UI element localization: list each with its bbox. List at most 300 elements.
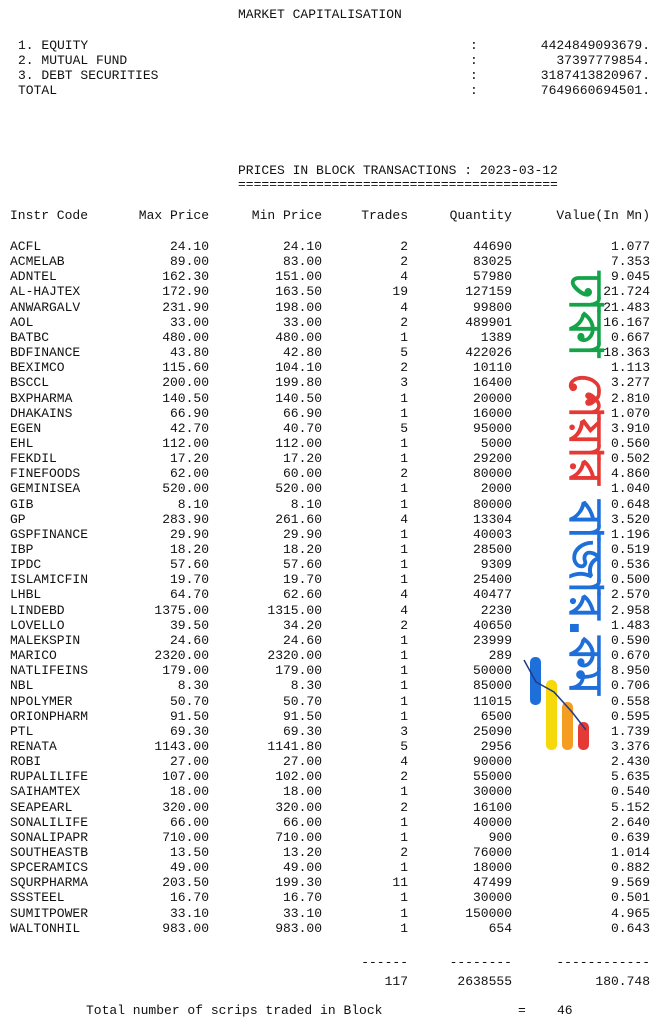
cell-value: 21.483 xyxy=(603,300,650,315)
cell-quantity: 40650 xyxy=(472,618,512,633)
cell-value: 1.040 xyxy=(610,481,650,496)
cell-min-price: 983.00 xyxy=(275,921,322,936)
cell-trades: 1 xyxy=(400,481,408,496)
cell-min-price: 140.50 xyxy=(275,391,322,406)
market-cap-separator: : xyxy=(470,68,478,83)
cell-value: 0.882 xyxy=(610,860,650,875)
cell-quantity: 95000 xyxy=(472,421,512,436)
cell-trades: 4 xyxy=(400,603,408,618)
cell-max-price: 1143.00 xyxy=(154,739,209,754)
cell-max-price: 18.00 xyxy=(169,784,209,799)
cell-max-price: 320.00 xyxy=(162,800,209,815)
cell-quantity: 11015 xyxy=(472,694,512,709)
cell-max-price: 69.30 xyxy=(169,724,209,739)
cell-quantity: 654 xyxy=(488,921,512,936)
cell-trades: 5 xyxy=(400,345,408,360)
cell-quantity: 57980 xyxy=(472,269,512,284)
market-cap-title: MARKET CAPITALISATION xyxy=(238,7,402,22)
cell-value: 1.070 xyxy=(610,406,650,421)
cell-quantity: 80000 xyxy=(472,497,512,512)
cell-trades: 1 xyxy=(400,830,408,845)
cell-min-price: 19.70 xyxy=(282,572,322,587)
footer-label: Total number of scrips traded in Block xyxy=(86,1003,383,1018)
cell-instr-code: AL-HAJTEX xyxy=(10,284,81,299)
cell-quantity: 900 xyxy=(488,830,512,845)
cell-quantity: 76000 xyxy=(472,845,512,860)
cell-trades: 5 xyxy=(400,739,408,754)
cell-max-price: 16.70 xyxy=(169,890,209,905)
cell-min-price: 1141.80 xyxy=(267,739,322,754)
cell-max-price: 112.00 xyxy=(162,436,209,451)
cell-value: 0.706 xyxy=(610,678,650,693)
cell-instr-code: RUPALILIFE xyxy=(10,769,89,784)
cell-quantity: 28500 xyxy=(472,542,512,557)
cell-value: 18.363 xyxy=(603,345,650,360)
cell-max-price: 24.10 xyxy=(169,239,209,254)
cell-max-price: 27.00 xyxy=(169,754,209,769)
cell-instr-code: SOUTHEASTB xyxy=(10,845,89,860)
market-cap-separator: : xyxy=(470,38,478,53)
cell-value: 0.643 xyxy=(610,921,650,936)
cell-value: 0.501 xyxy=(610,890,650,905)
total-quantity: 2638555 xyxy=(457,974,512,989)
cell-instr-code: BEXIMCO xyxy=(10,360,65,375)
cell-quantity: 40000 xyxy=(472,815,512,830)
cell-instr-code: SQURPHARMA xyxy=(10,875,89,890)
cell-value: 3.277 xyxy=(610,375,650,390)
cell-max-price: 115.60 xyxy=(162,360,209,375)
cell-trades: 1 xyxy=(400,860,408,875)
cell-instr-code: BSCCL xyxy=(10,375,50,390)
market-cap-value: 4424849093679. xyxy=(540,38,650,53)
market-cap-value: 37397779854. xyxy=(556,53,650,68)
cell-min-price: 91.50 xyxy=(282,709,322,724)
cell-value: 0.558 xyxy=(610,694,650,709)
market-cap-value: 7649660694501. xyxy=(540,83,650,98)
cell-quantity: 13304 xyxy=(472,512,512,527)
cell-value: 0.648 xyxy=(610,497,650,512)
cell-value: 7.353 xyxy=(610,254,650,269)
cell-min-price: 69.30 xyxy=(282,724,322,739)
cell-quantity: 85000 xyxy=(472,678,512,693)
cell-value: 0.639 xyxy=(610,830,650,845)
logo-bar-3 xyxy=(562,702,573,750)
cell-instr-code: FEKDIL xyxy=(10,451,57,466)
cell-max-price: 66.00 xyxy=(169,815,209,830)
cell-instr-code: FINEFOODS xyxy=(10,466,81,481)
cell-quantity: 25400 xyxy=(472,572,512,587)
cell-instr-code: RENATA xyxy=(10,739,57,754)
cell-trades: 1 xyxy=(400,391,408,406)
cell-min-price: 2320.00 xyxy=(267,648,322,663)
cell-instr-code: ADNTEL xyxy=(10,269,57,284)
cell-min-price: 27.00 xyxy=(282,754,322,769)
cell-max-price: 140.50 xyxy=(162,391,209,406)
cell-value: 8.950 xyxy=(610,663,650,678)
cell-instr-code: GSPFINANCE xyxy=(10,527,89,542)
cell-min-price: 199.80 xyxy=(275,375,322,390)
cell-quantity: 5000 xyxy=(480,436,512,451)
cell-instr-code: EHL xyxy=(10,436,34,451)
cell-instr-code: ISLAMICFIN xyxy=(10,572,89,587)
cell-trades: 2 xyxy=(400,254,408,269)
cell-value: 3.910 xyxy=(610,421,650,436)
cell-min-price: 83.00 xyxy=(282,254,322,269)
cell-value: 1.196 xyxy=(610,527,650,542)
cell-instr-code: GP xyxy=(10,512,26,527)
watermark-text xyxy=(559,270,613,696)
cell-trades: 1 xyxy=(400,406,408,421)
cell-quantity: 2230 xyxy=(480,603,512,618)
cell-quantity: 6500 xyxy=(480,709,512,724)
cell-min-price: 16.70 xyxy=(282,890,322,905)
cell-quantity: 90000 xyxy=(472,754,512,769)
cell-trades: 2 xyxy=(400,845,408,860)
cell-quantity: 55000 xyxy=(472,769,512,784)
watermark-text-group xyxy=(559,270,613,696)
market-cap-value: 3187413820967. xyxy=(540,68,650,83)
header-min-price: Min Price xyxy=(251,208,322,223)
cell-value: 0.500 xyxy=(610,572,650,587)
cell-max-price: 39.50 xyxy=(169,618,209,633)
cell-min-price: 320.00 xyxy=(275,800,322,815)
cell-instr-code: GIB xyxy=(10,497,34,512)
cell-instr-code: NPOLYMER xyxy=(10,694,73,709)
cell-quantity: 489901 xyxy=(465,315,512,330)
cell-min-price: 17.20 xyxy=(282,451,322,466)
cell-trades: 3 xyxy=(400,724,408,739)
cell-instr-code: SEAPEARL xyxy=(10,800,73,815)
cell-quantity: 16400 xyxy=(472,375,512,390)
cell-trades: 3 xyxy=(400,375,408,390)
cell-instr-code: BATBC xyxy=(10,330,50,345)
cell-trades: 1 xyxy=(400,709,408,724)
cell-quantity: 29200 xyxy=(472,451,512,466)
cell-value: 2.810 xyxy=(610,391,650,406)
cell-instr-code: BXPHARMA xyxy=(10,391,73,406)
market-cap-separator: : xyxy=(470,83,478,98)
cell-max-price: 172.90 xyxy=(162,284,209,299)
dash-quantity: -------- xyxy=(449,955,512,970)
cell-value: 2.958 xyxy=(610,603,650,618)
cell-max-price: 29.90 xyxy=(169,527,209,542)
cell-min-price: 112.00 xyxy=(275,436,322,451)
cell-min-price: 29.90 xyxy=(282,527,322,542)
cell-instr-code: AOL xyxy=(10,315,34,330)
cell-instr-code: BDFINANCE xyxy=(10,345,81,360)
cell-min-price: 33.00 xyxy=(282,315,322,330)
cell-trades: 2 xyxy=(400,239,408,254)
cell-quantity: 20000 xyxy=(472,391,512,406)
cell-quantity: 10110 xyxy=(472,360,512,375)
cell-max-price: 33.00 xyxy=(169,315,209,330)
cell-quantity: 18000 xyxy=(472,860,512,875)
cell-quantity: 2000 xyxy=(480,481,512,496)
cell-instr-code: MARICO xyxy=(10,648,57,663)
cell-quantity: 30000 xyxy=(472,890,512,905)
cell-max-price: 2320.00 xyxy=(154,648,209,663)
cell-value: 5.635 xyxy=(610,769,650,784)
cell-max-price: 91.50 xyxy=(169,709,209,724)
cell-max-price: 283.90 xyxy=(162,512,209,527)
cell-min-price: 520.00 xyxy=(275,481,322,496)
cell-max-price: 200.00 xyxy=(162,375,209,390)
cell-trades: 4 xyxy=(400,587,408,602)
cell-quantity: 16000 xyxy=(472,406,512,421)
cell-value: 5.152 xyxy=(610,800,650,815)
header-max-price: Max Price xyxy=(138,208,209,223)
cell-value: 0.670 xyxy=(610,648,650,663)
cell-min-price: 66.00 xyxy=(282,815,322,830)
cell-instr-code: ROBI xyxy=(10,754,42,769)
cell-value: 2.640 xyxy=(610,815,650,830)
cell-max-price: 107.00 xyxy=(162,769,209,784)
cell-min-price: 60.00 xyxy=(282,466,322,481)
dash-value: ------------ xyxy=(556,955,650,970)
block-title-underline: ========================================= xyxy=(238,177,558,192)
cell-trades: 1 xyxy=(400,572,408,587)
cell-max-price: 49.00 xyxy=(169,860,209,875)
cell-trades: 2 xyxy=(400,466,408,481)
cell-value: 1.113 xyxy=(610,360,650,375)
cell-max-price: 33.10 xyxy=(169,906,209,921)
footer-equals: = xyxy=(518,1003,526,1018)
cell-instr-code: SONALILIFE xyxy=(10,815,89,830)
header-value: Value(In Mn) xyxy=(556,208,650,223)
cell-min-price: 104.10 xyxy=(275,360,322,375)
cell-max-price: 162.30 xyxy=(162,269,209,284)
cell-trades: 2 xyxy=(400,769,408,784)
cell-min-price: 18.20 xyxy=(282,542,322,557)
cell-trades: 1 xyxy=(400,694,408,709)
cell-value: 1.014 xyxy=(610,845,650,860)
cell-max-price: 66.90 xyxy=(169,406,209,421)
cell-trades: 2 xyxy=(400,360,408,375)
cell-value: 4.965 xyxy=(610,906,650,921)
cell-trades: 5 xyxy=(400,421,408,436)
cell-value: 1.739 xyxy=(610,724,650,739)
footer-count: 46 xyxy=(557,1003,573,1018)
cell-min-price: 8.10 xyxy=(290,497,322,512)
cell-trades: 1 xyxy=(400,436,408,451)
cell-value: 9.569 xyxy=(610,875,650,890)
cell-min-price: 62.60 xyxy=(282,587,322,602)
cell-max-price: 8.30 xyxy=(177,678,209,693)
cell-instr-code: WALTONHIL xyxy=(10,921,81,936)
cell-value: 9.045 xyxy=(610,269,650,284)
cell-min-price: 42.80 xyxy=(282,345,322,360)
cell-min-price: 34.20 xyxy=(282,618,322,633)
cell-quantity: 80000 xyxy=(472,466,512,481)
cell-trades: 1 xyxy=(400,648,408,663)
cell-min-price: 40.70 xyxy=(282,421,322,436)
cell-instr-code: ORIONPHARM xyxy=(10,709,89,724)
cell-max-price: 480.00 xyxy=(162,330,209,345)
cell-value: 0.519 xyxy=(610,542,650,557)
cell-trades: 4 xyxy=(400,300,408,315)
cell-trades: 1 xyxy=(400,527,408,542)
cell-min-price: 199.30 xyxy=(275,875,322,890)
cell-max-price: 17.20 xyxy=(169,451,209,466)
cell-min-price: 66.90 xyxy=(282,406,322,421)
cell-trades: 2 xyxy=(400,618,408,633)
cell-min-price: 13.20 xyxy=(282,845,322,860)
market-cap-label: 2. MUTUAL FUND xyxy=(18,53,128,68)
cell-trades: 2 xyxy=(400,800,408,815)
cell-instr-code: IPDC xyxy=(10,557,42,572)
cell-trades: 1 xyxy=(400,663,408,678)
market-cap-separator: : xyxy=(470,53,478,68)
cell-value: 0.595 xyxy=(610,709,650,724)
cell-max-price: 13.50 xyxy=(169,845,209,860)
total-trades: 117 xyxy=(384,974,408,989)
cell-trades: 1 xyxy=(400,497,408,512)
cell-quantity: 150000 xyxy=(465,906,512,921)
cell-instr-code: GEMINISEA xyxy=(10,481,81,496)
cell-instr-code: ACMELAB xyxy=(10,254,65,269)
cell-quantity: 23999 xyxy=(472,633,512,648)
cell-min-price: 57.60 xyxy=(282,557,322,572)
cell-value: 1.077 xyxy=(610,239,650,254)
cell-min-price: 18.00 xyxy=(282,784,322,799)
cell-quantity: 289 xyxy=(488,648,512,663)
cell-quantity: 16100 xyxy=(472,800,512,815)
cell-trades: 1 xyxy=(400,542,408,557)
cell-instr-code: LOVELLO xyxy=(10,618,65,633)
cell-value: 3.520 xyxy=(610,512,650,527)
cell-value: 2.430 xyxy=(610,754,650,769)
cell-instr-code: PTL xyxy=(10,724,34,739)
cell-quantity: 99800 xyxy=(472,300,512,315)
cell-value: 2.570 xyxy=(610,587,650,602)
cell-value: 16.167 xyxy=(603,315,650,330)
cell-max-price: 983.00 xyxy=(162,921,209,936)
cell-min-price: 151.00 xyxy=(275,269,322,284)
cell-max-price: 18.20 xyxy=(169,542,209,557)
cell-value: 4.860 xyxy=(610,466,650,481)
cell-min-price: 50.70 xyxy=(282,694,322,709)
cell-trades: 1 xyxy=(400,784,408,799)
cell-max-price: 64.70 xyxy=(169,587,209,602)
cell-max-price: 50.70 xyxy=(169,694,209,709)
cell-max-price: 43.80 xyxy=(169,345,209,360)
cell-max-price: 231.90 xyxy=(162,300,209,315)
total-value: 180.748 xyxy=(595,974,650,989)
dhaka-share-bazar-logo xyxy=(516,262,613,782)
cell-min-price: 1315.00 xyxy=(267,603,322,618)
cell-instr-code: LHBL xyxy=(10,587,42,602)
cell-quantity: 44690 xyxy=(472,239,512,254)
cell-instr-code: NATLIFEINS xyxy=(10,663,89,678)
cell-min-price: 261.60 xyxy=(275,512,322,527)
cell-instr-code: SPCERAMICS xyxy=(10,860,89,875)
cell-instr-code: IBP xyxy=(10,542,34,557)
cell-max-price: 57.60 xyxy=(169,557,209,572)
cell-min-price: 8.30 xyxy=(290,678,322,693)
cell-quantity: 422026 xyxy=(465,345,512,360)
cell-instr-code: LINDEBD xyxy=(10,603,65,618)
cell-quantity: 30000 xyxy=(472,784,512,799)
cell-value: 21.724 xyxy=(603,284,650,299)
market-cap-label: TOTAL xyxy=(18,83,58,98)
cell-value: 3.376 xyxy=(610,739,650,754)
cell-trades: 19 xyxy=(392,284,408,299)
market-cap-label: 1. EQUITY xyxy=(18,38,89,53)
cell-value: 1.483 xyxy=(610,618,650,633)
block-title: PRICES IN BLOCK TRANSACTIONS : 2023-03-12 xyxy=(238,163,558,178)
cell-max-price: 62.00 xyxy=(169,466,209,481)
cell-value: 0.536 xyxy=(610,557,650,572)
watermark-word: ঢাকা xyxy=(559,272,613,373)
market-cap-label: 3. DEBT SECURITIES xyxy=(18,68,159,83)
cell-max-price: 203.50 xyxy=(162,875,209,890)
cell-trades: 1 xyxy=(400,330,408,345)
cell-instr-code: EGEN xyxy=(10,421,42,436)
cell-min-price: 710.00 xyxy=(275,830,322,845)
cell-instr-code: SAIHAMTEX xyxy=(10,784,81,799)
cell-max-price: 710.00 xyxy=(162,830,209,845)
cell-value: 0.590 xyxy=(610,633,650,648)
cell-instr-code: DHAKAINS xyxy=(10,406,73,421)
cell-trades: 1 xyxy=(400,921,408,936)
header-instr-code: Instr Code xyxy=(10,208,89,223)
cell-min-price: 24.10 xyxy=(282,239,322,254)
cell-quantity: 40477 xyxy=(472,587,512,602)
cell-instr-code: MALEKSPIN xyxy=(10,633,81,648)
cell-min-price: 24.60 xyxy=(282,633,322,648)
cell-value: 0.502 xyxy=(610,451,650,466)
cell-max-price: 42.70 xyxy=(169,421,209,436)
cell-trades: 1 xyxy=(400,890,408,905)
cell-trades: 1 xyxy=(400,815,408,830)
cell-trades: 4 xyxy=(400,754,408,769)
cell-instr-code: SUMITPOWER xyxy=(10,906,89,921)
cell-trades: 1 xyxy=(400,557,408,572)
cell-trades: 1 xyxy=(400,451,408,466)
cell-quantity: 40003 xyxy=(472,527,512,542)
cell-min-price: 102.00 xyxy=(275,769,322,784)
cell-trades: 1 xyxy=(400,678,408,693)
cell-trades: 2 xyxy=(400,315,408,330)
cell-value: 0.560 xyxy=(610,436,650,451)
cell-quantity: 2956 xyxy=(480,739,512,754)
cell-quantity: 127159 xyxy=(465,284,512,299)
cell-max-price: 1375.00 xyxy=(154,603,209,618)
cell-instr-code: ACFL xyxy=(10,239,42,254)
cell-max-price: 24.60 xyxy=(169,633,209,648)
watermark-word: বাজার.কম xyxy=(559,500,613,695)
cell-instr-code: SSSTEEL xyxy=(10,890,65,905)
cell-max-price: 19.70 xyxy=(169,572,209,587)
cell-value: 0.540 xyxy=(610,784,650,799)
cell-value: 0.667 xyxy=(610,330,650,345)
cell-instr-code: NBL xyxy=(10,678,34,693)
cell-min-price: 198.00 xyxy=(275,300,322,315)
cell-max-price: 520.00 xyxy=(162,481,209,496)
header-quantity: Quantity xyxy=(449,208,512,223)
cell-max-price: 8.10 xyxy=(177,497,209,512)
cell-min-price: 179.00 xyxy=(275,663,322,678)
cell-quantity: 1389 xyxy=(480,330,512,345)
cell-trades: 11 xyxy=(392,875,408,890)
cell-quantity: 47499 xyxy=(472,875,512,890)
cell-min-price: 49.00 xyxy=(282,860,322,875)
cell-trades: 4 xyxy=(400,512,408,527)
cell-quantity: 83025 xyxy=(472,254,512,269)
header-trades: Trades xyxy=(361,208,408,223)
cell-quantity: 25090 xyxy=(472,724,512,739)
cell-min-price: 163.50 xyxy=(275,284,322,299)
